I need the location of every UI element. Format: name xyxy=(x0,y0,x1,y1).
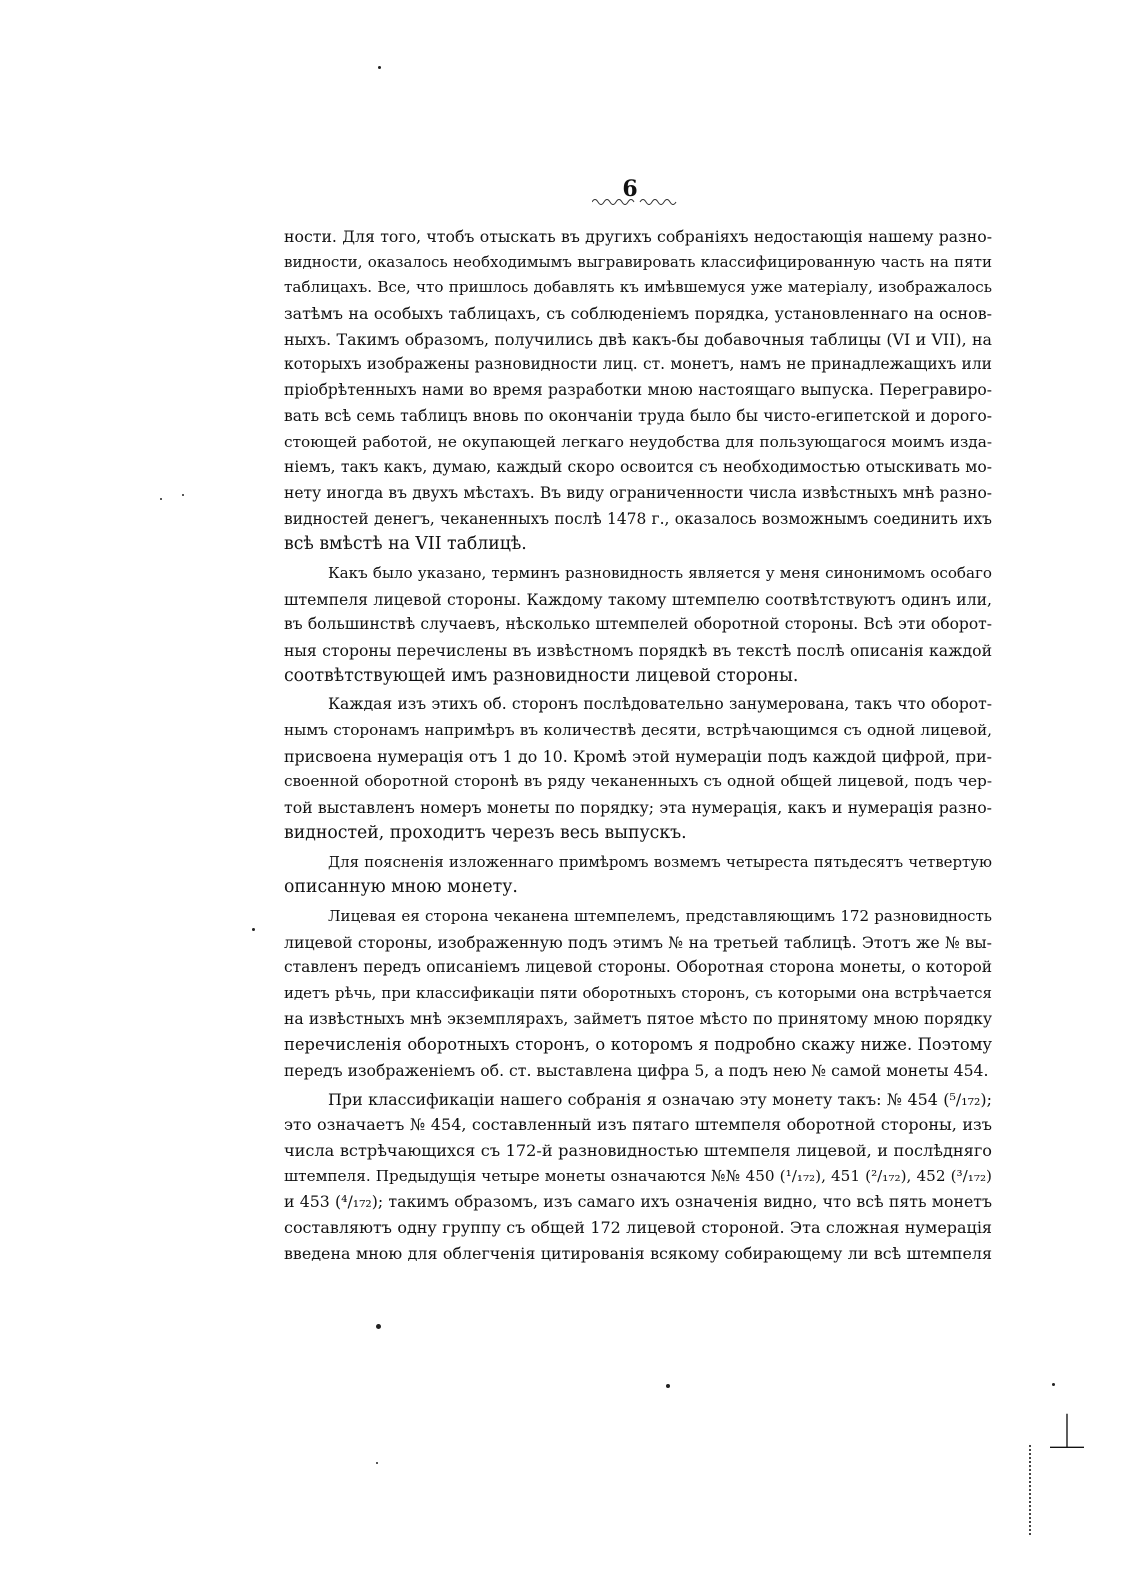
text-line: затѣмъ на особыхъ таблицахъ, съ соблюденіемъ порядка, установленнаго на основ- xyxy=(284,304,992,324)
text-line: Для поясненія изложеннаго примѣромъ возмемъ четыреста пятьдесятъ четвертую xyxy=(328,852,992,871)
text-line: идетъ рѣчь, при классификаціи пяти оборотныхъ сторонъ, съ которыми она встрѣчается xyxy=(284,983,992,1002)
scan-speck xyxy=(666,1384,670,1388)
text-line: которыхъ изображены разновидности лиц. ст. монетъ, намъ не принадлежащихъ или xyxy=(284,355,992,374)
text-line: вать всѣ семь таблицъ вновь по окончаніи труда было бы чисто-египетской и дорого- xyxy=(284,406,992,425)
text-line: пріобрѣтенныхъ нами во время разработки мною настоящаго выпуска. Перегравиро- xyxy=(284,381,992,400)
text-line: нымъ сторонамъ напримѣръ въ количествѣ десяти, встрѣчающимся съ одной лицевой, xyxy=(284,721,992,740)
text-line: ніемъ, такъ какъ, думаю, каждый скоро освоится съ необходимостью отыскивать мо- xyxy=(284,458,992,477)
paragraph xyxy=(284,224,992,558)
scan-speck xyxy=(160,498,162,500)
text-line: описанную мною монету. xyxy=(284,877,518,898)
paragraph xyxy=(284,561,992,689)
page-number-ornament xyxy=(592,196,678,206)
text-line: ныя стороны перечислены въ извѣстномъ порядкѣ въ текстѣ послѣ описанія каждой xyxy=(284,641,992,660)
text-line: перечисленія оборотныхъ сторонъ, о которомъ я подробно скажу ниже. Поэтому xyxy=(284,1035,992,1055)
text-line: видности, оказалось необходимымъ выгравировать классифицированную часть на пяти xyxy=(284,252,992,271)
text-line: въ большинствѣ случаевъ, нѣсколько штемпелей оборотной стороны. Всѣ эти оборот- xyxy=(284,615,992,634)
text-line: штемпеля лицевой стороны. Каждому такому штемпелю соотвѣтствуютъ одинъ или, xyxy=(284,589,992,609)
text-line: ставленъ передъ описаніемъ лицевой стороны. Оборотная сторона монеты, о которой xyxy=(284,958,992,977)
margin-dotted-line xyxy=(1029,1445,1033,1535)
paragraph xyxy=(284,1087,992,1267)
paragraph xyxy=(284,850,992,901)
text-line: числа встрѣчающихся съ 172-й разновидностью штемпеля лицевой, и послѣдняго xyxy=(284,1141,992,1161)
text-line: Каждая изъ этихъ об. сторонъ послѣдовательно занумерована, такъ что оборот- xyxy=(328,695,992,714)
text-line: присвоена нумерація отъ 1 до 10. Кромѣ этой нумераціи подъ каждой цифрой, при- xyxy=(284,746,992,766)
page-number: 6 xyxy=(622,176,638,202)
body-text xyxy=(284,224,992,1267)
text-line: всѣ вмѣстѣ на VII таблицѣ. xyxy=(284,534,527,555)
text-line: нету иногда въ двухъ мѣстахъ. Въ виду ограниченности числа извѣстныхъ мнѣ разно- xyxy=(284,483,992,502)
paragraph xyxy=(284,904,992,1084)
text-line: введена мною для облегченія цитированія всякому собирающему ли всѣ штемпеля xyxy=(284,1243,992,1263)
text-line: той выставленъ номеръ монеты по порядку; эта нумерація, какъ и нумерація разно- xyxy=(284,798,992,818)
text-line: составляютъ одну группу съ общей 172 лицевой стороной. Эта сложная нумерація xyxy=(284,1218,992,1238)
text-line: Лицевая ея сторона чеканена штемпелемъ, представляющимъ 172 разновидность xyxy=(328,906,992,925)
text-line: Какъ было указано, терминъ разновидность является у меня синонимомъ особаго xyxy=(328,563,992,582)
text-line: таблицахъ. Все, что пришлось добавлять къ имѣвшемуся уже матеріалу, изображалось xyxy=(284,278,992,297)
text-line: это означаетъ № 454, составленный изъ пятаго штемпеля оборотной стороны, изъ xyxy=(284,1115,992,1135)
text-line: и 453 (⁴/₁₇₂); такимъ образомъ, изъ самаго ихъ означенія видно, что всѣ пять монетъ xyxy=(284,1192,992,1212)
scan-speck xyxy=(182,494,184,496)
paragraph xyxy=(284,692,992,846)
text-line: стоющей работой, не окупающей легкаго неудобства для пользующагося моимъ изда- xyxy=(284,432,992,451)
text-line: ныхъ. Такимъ образомъ, получились двѣ какъ-бы добавочныя таблицы (VI и VII), на xyxy=(284,329,992,349)
text-line: видностей, проходитъ черезъ весь выпускъ. xyxy=(284,822,687,843)
text-line: штемпеля. Предыдущія четыре монеты означаются №№ 450 (¹/₁₇₂), 451 (²/₁₇₂), 452 (³/₁₇₂) xyxy=(284,1166,992,1185)
text-line: соотвѣтствующей имъ разновидности лицевой стороны. xyxy=(284,665,799,686)
scan-speck xyxy=(1052,1383,1055,1386)
text-line: При классификаціи нашего собранія я означаю эту монету такъ: № 454 (⁵/₁₇₂); xyxy=(328,1089,992,1109)
scan-speck xyxy=(252,928,255,931)
text-line: передъ изображеніемъ об. ст. выставлена цифра 5, а подъ нею № самой монеты 454. xyxy=(284,1061,989,1080)
text-line: на извѣстныхъ мнѣ экземплярахъ, займетъ пятое мѣсто по принятому мною порядку xyxy=(284,1009,992,1028)
scan-speck xyxy=(376,1324,381,1329)
text-line: видностей денегъ, чеканенныхъ послѣ 1478 г., оказалось возможнымъ соединить ихъ xyxy=(284,509,992,528)
text-line: своенной оборотной сторонѣ въ ряду чеканенныхъ съ одной общей лицевой, подъ чер- xyxy=(284,772,992,791)
corner-mark-icon: ⏊ xyxy=(1050,1413,1084,1453)
scan-speck xyxy=(378,66,381,69)
text-line: ности. Для того, чтобъ отыскать въ другихъ собраніяхъ недостающія нашему разно- xyxy=(284,227,992,246)
text-line: лицевой стороны, изображенную подъ этимъ № на третьей таблицѣ. Этотъ же № вы- xyxy=(284,932,992,952)
scan-speck xyxy=(376,1462,378,1464)
